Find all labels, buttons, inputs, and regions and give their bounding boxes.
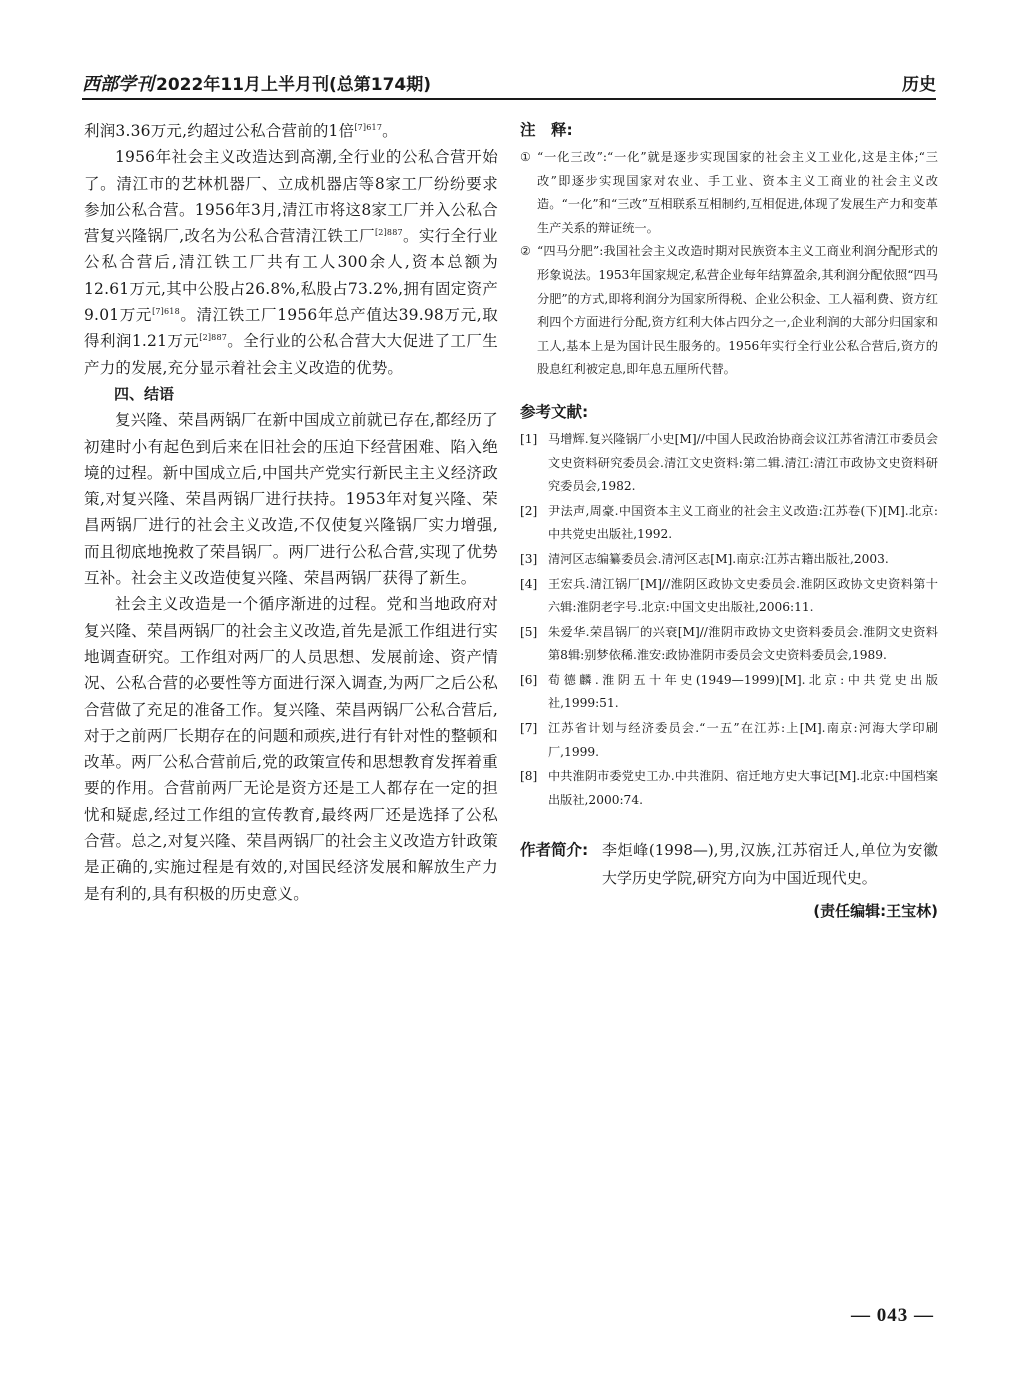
note-item	[520, 146, 938, 240]
citation: [2]887	[374, 228, 403, 238]
reference-text: 马增辉.复兴隆锅厂小史[M]//中国人民政治协商会议江苏省清江市委员会文史资料研究委员会.清江文史资料:第二辑.清江:清江市政协文史资料研究委员会,1982.	[548, 431, 938, 494]
citation: [7]617	[354, 123, 383, 132]
references-heading: 参考文献:	[520, 402, 589, 421]
reference-item	[520, 500, 938, 547]
reference-number: [7]	[520, 721, 538, 736]
section-label: 历史	[902, 75, 936, 95]
page-number: — 043 —	[851, 1305, 934, 1326]
note-text: “一化三改”:“一化”就是逐步实现国家的社会主义工业化,这是主体;“三改”即逐步实现国家对农业、手工业、资本主义工商业的社会主义改造。“一化”和“三改”互相联系互相制约,互相促进,体现了发展生产力和变革生产关系的辩证统一。	[537, 150, 938, 235]
paragraph	[84, 144, 498, 381]
reference-text: 荀德麟.淮阴五十年史(1949—1999)[M].北京:中共党史出版社,1999:51.	[548, 672, 938, 711]
author-bio-text: 李炬峰(1998—),男,汉族,江苏宿迁人,单位为安徽大学历史学院,研究方向为中国近现代史。	[602, 841, 938, 888]
note-number: ②	[520, 244, 531, 259]
reference-item	[520, 717, 938, 764]
section-heading: 四、结语	[114, 384, 175, 403]
paragraph-text: 1956年社会主义改造达到高潮,全行业的公私合营开始了。清江市的艺林机器厂、立成机器店等8家工厂纷纷要求参加公私合营。1956年3月,清江市将这8家工厂并入公私合营复兴隆锅厂,改名为公私合营清江铁工厂	[84, 148, 498, 246]
reference-number: [2]	[520, 503, 538, 518]
reference-text: 王宏兵.清江锅厂[M]//淮阴区政协文史委员会.淮阴区政协文史资料第十六辑:淮阴老字号.北京:中国文史出版社,2006:11.	[548, 576, 938, 615]
right-column	[520, 118, 938, 921]
reference-number: [8]	[520, 769, 538, 784]
reference-item	[520, 573, 938, 620]
journal-logo: 西部学刊	[82, 74, 154, 95]
reference-number: [4]	[520, 576, 538, 591]
reference-item	[520, 621, 938, 668]
reference-number: [5]	[520, 624, 538, 639]
paragraph-text: 。清江铁工厂1956年总产值达39.98万元,取得利润1.21万元	[84, 306, 498, 351]
note-item	[520, 240, 938, 382]
paragraph-text: 利润3.36万元,约超过公私合营前的1倍	[84, 122, 355, 140]
notes-heading: 注 释:	[520, 121, 573, 139]
journal-header-left	[82, 70, 431, 96]
paragraph: 社会主义改造是一个循序渐进的过程。党和当地政府对复兴隆、荣昌两锅厂的社会主义改造,首先是派工作组进行实地调查研究。工作组对两厂的人员思想、发展前途、资产情况、公私合营的必要性等方面进行深入调查,为两厂之后公私合营做了充足的准备工作。复兴隆、荣昌两锅厂公私合营后,对于之前两厂长期存在的问题和顽疾,进行有针对性的整顿和改革。两厂公私合营前后,党的政策宣传和思想教育发挥着重要的作用。合营前两厂无论是资方还是工人都存在一定的担忧和疑虑,经过工作组的宣传教育,最终两厂还是选择了公私合营。总之,对复兴隆、荣昌两锅厂的社会主义改造方针政策是正确的,实施过程是有效的,对国民经济发展和解放生产力是有利的,具有积极的历史意义。	[84, 595, 498, 903]
note-number: ①	[520, 150, 531, 164]
reference-item	[520, 669, 938, 716]
reference-item	[520, 548, 938, 572]
author-bio-label: 作者简介:	[520, 841, 589, 860]
paragraph-text: 。实行全行业公私合营后,清江铁工厂共有工人300余人,资本总额为12.61万元,其中公股占26.8%,私股占73.2%,拥有固定资产9.01万元	[84, 227, 499, 325]
issue-info: 2022年11月上半月刊(总第174期)	[156, 75, 431, 95]
paragraph-text: 。	[382, 122, 398, 140]
paragraph-continued	[84, 118, 498, 144]
paragraph-text: 。全行业的公私合营大大促进了工厂生产力的发展,充分显示着社会主义改造的优势。	[84, 332, 499, 377]
reference-text: 清河区志编纂委员会.清河区志[M].南京:江苏古籍出版社,2003.	[548, 551, 889, 566]
reference-number: [1]	[520, 431, 538, 446]
reference-item	[520, 428, 938, 499]
reference-number: [3]	[520, 551, 538, 566]
reference-text: 江苏省计划与经济委员会.“一五”在江苏:上[M].南京:河海大学印刷厂,1999.	[548, 721, 938, 759]
reference-number: [6]	[520, 672, 538, 687]
reference-text: 尹法声,周豪.中国资本主义工商业的社会主义改造:江苏卷(下)[M].北京:中共党史出版社,1992.	[548, 503, 938, 542]
running-header	[82, 68, 936, 100]
reference-text: 朱爱华.荣昌锅厂的兴衰[M]//淮阴市政协文史资料委员会.淮阴文史资料第8辑:别梦依稀.淮安:政协淮阴市委员会文史资料委员会,1989.	[548, 624, 938, 663]
reference-text: 中共淮阴市委党史工办.中共淮阴、宿迁地方史大事记[M].北京:中国档案出版社,2000:74.	[548, 769, 938, 807]
author-bio	[520, 836, 938, 892]
citation: [2]887	[199, 333, 228, 343]
reference-item	[520, 765, 938, 812]
note-text: “四马分肥”:我国社会主义改造时期对民族资本主义工商业利润分配形式的形象说法。1953年国家规定,私营企业每年结算盈余,其利润分配依照“四马分肥”的方式,即将利润分为国家所得税、企业公积金、工人福利费、资方红利四个方面进行分配,资方红利大体占四分之一,企业利润的大部分归国家和工人,基本上是为国计民生服务的。1956年实行全行业公私合营后,资方的股息红利被定息,即年息五厘所代替。	[537, 244, 938, 377]
paragraph: 复兴隆、荣昌两锅厂在新中国成立前就已存在,都经历了初建时小有起色到后来在旧社会的压迫下经营困难、陷入绝境的过程。新中国成立后,中国共产党实行新民主主义经济政策,对复兴隆、荣昌两锅厂进行扶持。1953年对复兴隆、荣昌两锅厂进行的社会主义改造,不仅使复兴隆锅厂实力增强,而且彻底地挽救了荣昌锅厂。两厂进行公私合营,实现了优势互补。社会主义改造使复兴隆、荣昌两锅厂获得了新生。	[84, 411, 498, 588]
left-column	[84, 118, 498, 907]
responsible-editor: (责任编辑:王宝林)	[813, 902, 938, 921]
citation: [7]618	[152, 307, 180, 317]
